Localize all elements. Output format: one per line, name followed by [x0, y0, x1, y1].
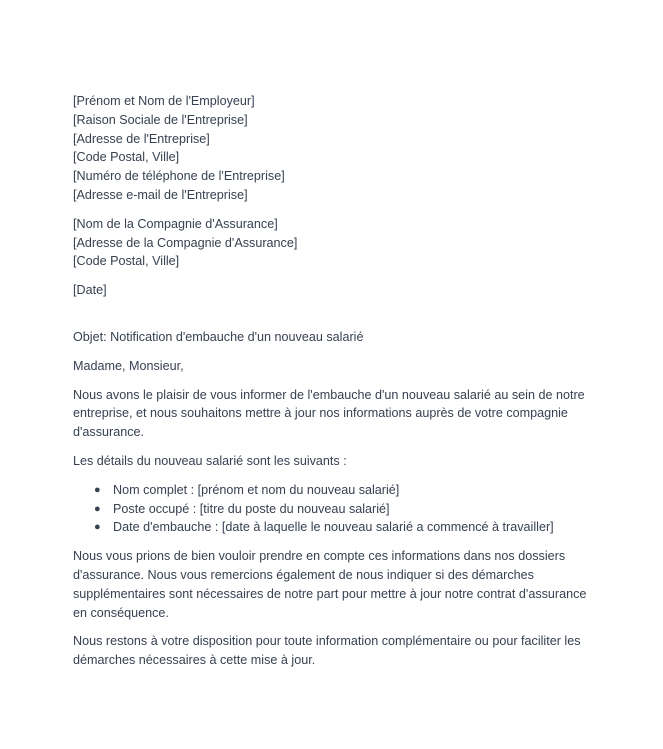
intro-paragraph: Nous avons le plaisir de vous informer de l'embauche d'un nouveau salarié au sein de notre entreprise, et nous souhaitons mettre à jour nos informations auprès de votre compagnie d'assurance.: [73, 387, 585, 440]
sender-email: [Adresse e-mail de l'Entreprise]: [73, 187, 248, 202]
bullet-icon: ●: [94, 502, 101, 515]
details-list: [73, 481, 613, 537]
detail-position: Poste occupé : [titre du poste du nouveau salarié]: [113, 501, 390, 516]
sender-name: [Prénom et Nom de l'Employeur]: [73, 94, 255, 108]
details-lead: Les détails du nouveau salarié sont les suivants :: [73, 453, 347, 468]
recipient-name: [Nom de la Compagnie d'Assurance]: [73, 216, 278, 231]
detail-hire-date: Date d'embauche : [date à laquelle le nouveau salarié a commencé à travailler]: [113, 520, 554, 535]
sender-block: [73, 92, 613, 205]
sender-address: [Adresse de l'Entreprise]: [73, 131, 210, 146]
bullet-icon: ●: [94, 483, 101, 496]
closing-paragraph: Nous restons à votre disposition pour toute information complémentaire ou pour faciliter les démarches nécessaires à cette mise à jour.: [73, 634, 581, 668]
recipient-address: [Adresse de la Compagnie d'Assurance]: [73, 235, 298, 250]
list-item: [94, 518, 613, 537]
letter-document: [73, 92, 613, 670]
request-paragraph: Nous vous prions de bien vouloir prendre en compte ces informations dans nos dossiers d'assurance. Nous vous remercions également de nous indiquer si des démarches supplémentaires sont nécessaires de notre part pour mettre à jour notre contrat d'assurance en conséquence.: [73, 549, 587, 620]
recipient-block: [73, 215, 613, 271]
detail-full-name: Nom complet : [prénom et nom du nouveau salarié]: [113, 482, 400, 497]
bullet-icon: ●: [94, 521, 101, 534]
letter-subject: Objet: Notification d'embauche d'un nouveau salarié: [73, 329, 364, 344]
sender-phone: [Numéro de téléphone de l'Entreprise]: [73, 169, 285, 184]
sender-company: [Raison Sociale de l'Entreprise]: [73, 112, 248, 127]
list-item: [94, 500, 613, 519]
salutation: Madame, Monsieur,: [73, 358, 184, 373]
list-item: [94, 481, 613, 500]
letter-date: [Date]: [73, 283, 107, 298]
sender-postal-city: [Code Postal, Ville]: [73, 150, 180, 165]
recipient-postal-city: [Code Postal, Ville]: [73, 254, 180, 269]
